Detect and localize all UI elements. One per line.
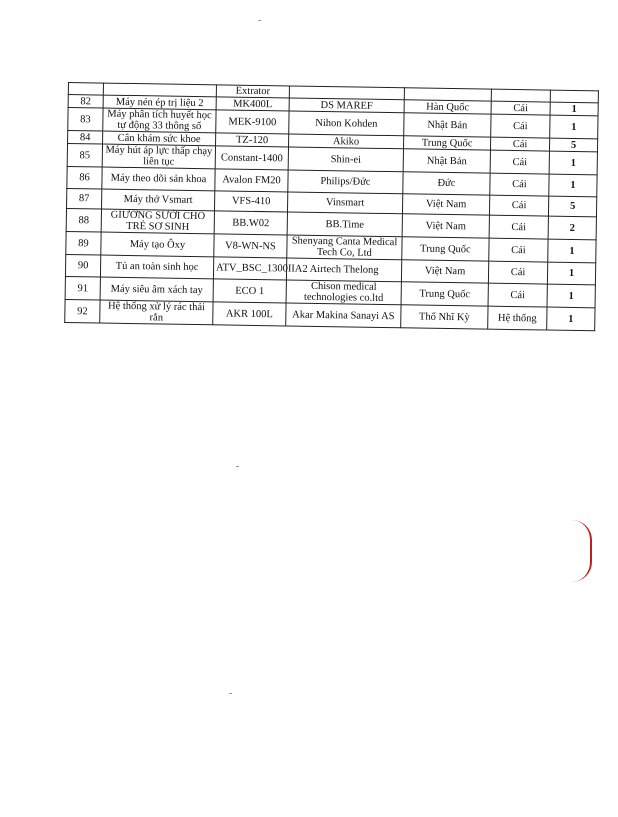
red-stamp-edge <box>572 520 592 582</box>
qty-cell <box>550 90 598 103</box>
name-cell: Máy thở Vsmart <box>102 189 215 211</box>
qty-cell: 5 <box>548 196 596 217</box>
maker-cell: Akar Makina Sanayi AS <box>286 303 401 328</box>
model-cell: ATV_BSC_1300IIA2 <box>213 257 286 280</box>
origin-cell: Nhật Bản <box>404 113 491 137</box>
model-cell: Extrator <box>216 85 289 98</box>
maker-cell: Philips/Đức <box>288 170 403 194</box>
origin-cell: Việt Nam <box>402 194 489 215</box>
qty-cell: 1 <box>547 307 595 331</box>
stt-cell: 91 <box>65 276 100 300</box>
qty-cell: 2 <box>548 216 596 240</box>
origin-cell: Việt Nam <box>402 214 489 238</box>
qty-cell: 1 <box>550 115 598 139</box>
origin-cell: Việt Nam <box>401 260 488 283</box>
unit-cell: Hệ thống <box>488 306 547 330</box>
stt-cell: 87 <box>67 188 102 209</box>
maker-cell: BB.Time <box>287 212 402 237</box>
maker-cell: Shin-ei <box>288 147 403 172</box>
unit-cell: Cái <box>488 283 547 307</box>
origin-cell: Thổ Nhĩ Kỳ <box>401 305 488 329</box>
maker-cell: Akiko <box>289 134 404 149</box>
maker-cell: Airtech Thelong <box>286 258 401 282</box>
scan-speck <box>236 466 239 467</box>
unit-cell: Cái <box>491 101 550 115</box>
stt-cell: 92 <box>65 299 100 323</box>
maker-cell: DS MAREF <box>289 98 404 113</box>
stt-cell: 88 <box>66 208 101 232</box>
origin-cell: Nhật Bản <box>403 149 490 173</box>
stt-cell: 85 <box>67 144 102 168</box>
equipment-table-wrapper <box>64 82 577 331</box>
name-cell: Tủ an toàn sinh học <box>100 255 213 279</box>
scan-speck <box>229 693 232 694</box>
maker-cell: Shenyang Canta Medical Tech Co, Ltd <box>287 235 402 260</box>
model-cell: MK400L <box>216 97 289 111</box>
origin-cell: Trung Quốc <box>401 282 488 306</box>
unit-cell: Cái <box>489 215 548 239</box>
stt-cell: 83 <box>68 108 103 132</box>
model-cell: VFS-410 <box>214 191 287 212</box>
name-cell: Máy nén ép trị liệu 2 <box>103 95 216 110</box>
unit-cell: Cái <box>490 150 549 174</box>
stt-cell: 82 <box>68 95 103 109</box>
name-cell: Máy siêu âm xách tay <box>100 277 213 302</box>
unit-cell <box>491 89 550 102</box>
unit-cell: Cái <box>489 238 548 262</box>
origin-cell: Đức <box>403 172 490 195</box>
name-cell: Cân khám sức khoe <box>103 131 216 146</box>
model-cell: AKR 100L <box>213 302 286 326</box>
model-cell: Avalon FM20 <box>215 169 288 192</box>
unit-cell: Cái <box>489 195 548 216</box>
stt-cell <box>68 83 103 96</box>
stt-cell: 84 <box>68 131 103 145</box>
name-cell: Hệ thống xử lý rác thải rắn <box>100 300 213 325</box>
model-cell: ECO 1 <box>213 279 286 303</box>
name-cell: Máy phân tích huyết học tự động 33 thông số <box>103 108 216 133</box>
qty-cell: 1 <box>550 102 598 116</box>
name-cell: GIƯỜNG SƯỞI CHO TRẺ SƠ SINH <box>101 209 214 234</box>
name-cell: Máy theo dõi sản khoa <box>102 167 215 191</box>
qty-cell: 1 <box>547 262 595 285</box>
model-cell: BB.W02 <box>214 211 287 235</box>
origin-cell: Trung Quốc <box>403 136 490 150</box>
origin-cell: Trung Quốc <box>402 237 489 261</box>
equipment-table <box>64 82 599 331</box>
stt-cell: 89 <box>66 231 101 255</box>
model-cell: V8-WN-NS <box>214 234 287 258</box>
qty-cell: 1 <box>547 284 595 308</box>
qty-cell: 1 <box>549 151 597 175</box>
unit-cell: Cái <box>488 261 547 284</box>
maker-cell: Vinsmart <box>287 192 402 214</box>
model-cell: MEK-9100 <box>216 110 289 134</box>
model-cell: Constant-1400 <box>215 146 288 170</box>
stt-cell: 86 <box>67 166 102 189</box>
qty-cell: 1 <box>549 174 597 197</box>
maker-cell: Chison medical technologies co.ltd <box>286 280 401 305</box>
origin-cell: Hàn Quốc <box>404 100 491 114</box>
qty-cell: 1 <box>548 239 596 263</box>
stt-cell: 90 <box>65 254 100 277</box>
scan-speck <box>258 20 261 21</box>
unit-cell: Cái <box>490 173 549 196</box>
name-cell: Máy hút áp lực thấp chạy liên tục <box>102 144 215 169</box>
unit-cell: Cái <box>491 114 550 138</box>
unit-cell: Cái <box>490 137 549 151</box>
qty-cell: 5 <box>549 138 597 152</box>
maker-cell: Nihon Kohden <box>289 111 404 136</box>
model-cell: TZ-120 <box>216 133 289 147</box>
name-cell: Máy tạo Ôxy <box>101 232 214 257</box>
